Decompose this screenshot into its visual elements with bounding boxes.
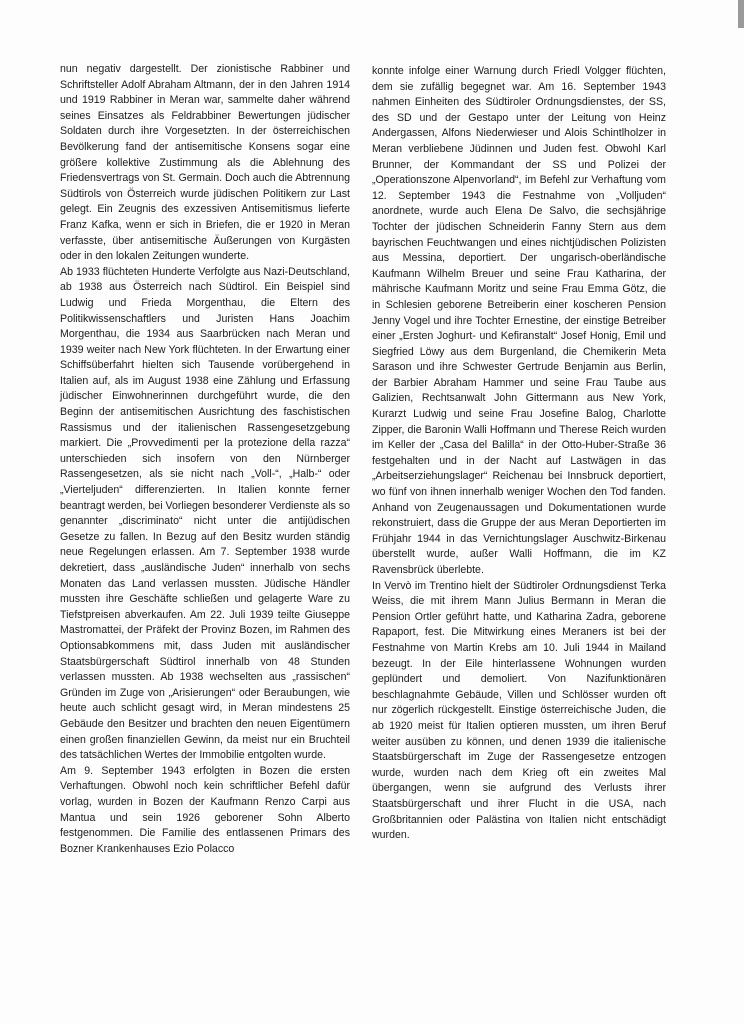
scan-edge-mark: [738, 0, 744, 28]
paragraph: nun negativ dargestellt. Der zionistische Rabbiner und Schriftsteller Adolf Abraham Altmann, der in den Jahren 1914 und 1919 Rabbiner in Meran war, sammelte daher während seines Einsatzes als Feldrabbiner Bewertungen jüdischer Soldaten durch ihre Vorgesetzten. In der österreichischen Bevölkerung fand der antisemitische Konsens sogar eine größere kollektive Zustimmung als die Ablehnung des Friedensvertrags von St. Germain. Doch auch die Abtrennung Südtirols von Österreich wurde jüdischen Politikern zur Last gelegt. Ein Zeugnis des exzessiven Antisemitismus lieferte Franz Kafka, wenn er sich in Briefen, die er 1920 in Meran verfasste, über antisemitische Äußerungen von Kurgästen oder in den lokalen Zeitungen wunderte.: [60, 63, 350, 263]
paragraph: Am 9. September 1943 erfolgten in Bozen die ersten Verhaftungen. Obwohl noch kein schriftlicher Befehl dafür vorlag, wurden in Bozen der Kaufmann Renzo Carpi aus Mantua und sein 1926 geborener Sohn Alberto festgenommen. Die Familie des entlassenen Primars des Bozner Krankenhauses Ezio Polacco: [60, 764, 350, 855]
paragraph: Ab 1933 flüchteten Hunderte Verfolgte aus Nazi-Deutschland, ab 1938 aus Österreich nach Südtirol. Ein Beispiel sind Ludwig und Frieda Morgenthau, die Eltern des Politikwissenschaftlers und Juristen Hans Joachim Morgenthau, die 1934 aus Saarbrücken nach Meran und 1939 weiter nach New York flüchteten. In der Erwartung einer Schiffsüberfahrt hielten sich Tausende vorübergehend in Italien auf, als im August 1938 eine Zählung und Erfassung jüdischer Einwohnerinnen durchgeführt wurde, die den Beginn der antisemitischen Ausrichtung des faschistischen Rassismus und der italienischen Rassengesetzgebung markiert. Die „Provvedimenti per la protezione della razza“ unterschieden sich insofern von den Nürnberger Rassengesetzen, als sie nicht nach „Voll-“, „Halb-“ oder „Vierteljuden“ differenzierten. In Italien konnte ferner beantragt werden, bei Vorliegen besonderer Verdienste als so genannter „discriminato“ nicht unter die antijüdischen Gesetze zu fallen. In Bezug auf den Besitz wurden ständig neue Regelungen erlassen. Am 7. September 1938 wurde dekretiert, dass „ausländische Juden“ innerhalb von sechs Monaten das Land verlassen mussten. Jüdische Händler mussten ihre Geschäfte schließen und gelagerte Ware zu Tiefstpreisen abverkaufen. Am 22. Juli 1939 teilte Giuseppe Mastromattei, der Präfekt der Provinz Bozen, im Rahmen des Optionsabkommens mit, dass Juden mit ausländischer Staatsbürgerschaft Südtirol innerhalb von 48 Stunden verlassen mussten. Ab 1938 wechselten aus „rassischen“ Gründen im Zuge von „Arisierungen“ oder Beraubungen, wie heute auch schlicht gesagt wird, in Meran mindestens 25 Gebäude den Besitzer und brachten den neuen Eigentümern einen großen finanziellen Gewinn, da meist nur ein Bruchteil des tatsächlichen Wertes der Immobilie entgolten wurde.: [60, 265, 350, 762]
paragraph: konnte infolge einer Warnung durch Friedl Volgger flüchten, dem sie zufällig begegnet war. Am 16. September 1943 nahmen Einheiten des Südtiroler Ordnungsdienstes, der SS, des SD und der Gestapo unter der Leitung von Heinz Andergassen, Alfons Niederwieser und Alois Schintlholzer in Meran verbliebene Jüdinnen und Juden fest. Obwohl Karl Brunner, der Kommandant der SS und Polizei der „Operationszone Alpenvorland“, im Befehl zur Verhaftung vom 12. September 1943 die Festnahme von „Volljuden“ anordnete, wurde auch Elena De Salvo, die sechsjährige Tochter der jüdischen Schneiderin Fanny Stern aus dem bayrischen Feuchtwangen und eines nichtjüdischen Polizisten aus Messina, deportiert. Der ungarisch-oberländische Kaufmann Wilhelm Breuer und seine Frau Katharina, der mährische Kaufmann Moritz und seine Frau Emma Götz, die in Schlesien geborene Betreiberin einer koscheren Pension Jenny Vogel und ihre Tochter Ernestine, der einstige Betreiber einer „Ersten Joghurt- und Kefiranstalt“ Josef Honig, Emil und Siegfried Löwy aus dem Burgenland, die Chemikerin Meta Sarason und ihre Schwester Gertrude Benjamin aus Berlin, der Barbier Abraham Hammer und seine Frau Taube aus Galizien, Rechtsanwalt John Gittermann aus New York, Kurarzt Ludwig und seine Frau Josefine Balog, Charlotte Zipper, die Baronin Walli Hoffmann und Therese Reich wurden im Keller der „Casa del Balilla“ in der Otto-Huber-Straße 36 festgehalten und in der Nacht auf Lastwägen in das „Arbeitserziehungslager“ Reichenau bei Innsbruck deportiert, wo fünf von ihnen innerhalb weniger Wochen den Tod fanden. Anhand von Zeugenaussagen und Dokumentationen wurde rekonstruiert, dass die Gruppe der aus Meran Deportierten im Frühjahr 1944 in das Vernichtungslager Auschwitz-Birkenau überstellt wurde, außer Walli Hoffmann, die im KZ Ravensbrück überlebte.: [372, 65, 666, 576]
paragraph: In Vervò im Trentino hielt der Südtiroler Ordnungsdienst Terka Weiss, die mit ihrem Mann Julius Bermann in Meran die Pension Ortler geführt hatte, und Katharina Zadra, geborene Rapaport, fest. Die Mitwirkung eines Meraners ist bei der Festnahme von Martin Krebs am 10. Juli 1944 in Mailand bezeugt. In der Eile hinterlassene Wohnungen wurden geplündert und demoliert. Von Nazifunktionären beschlagnahmte Gebäude, Villen und Schlösser wurden oft nur zögerlich rückgestellt. Einstige österreichische Juden, die ab 1920 meist für Italien optieren mussten, um ihren Beruf weiter ausüben zu können, und denen 1939 die italienische Staatsbürgerschaft im Zuge der Rassengesetze entzogen wurde, wurden nach dem Krieg oft ein zweites Mal übergangen, wenn sie aufgrund des Verlusts ihrer Staatsbürgerschaft und ihrer Flucht in die USA, nach Großbritannien oder Palästina von Italien nicht entschädigt wurden.: [372, 579, 666, 842]
right-text-column: [372, 64, 666, 844]
left-text-column: [60, 62, 350, 857]
